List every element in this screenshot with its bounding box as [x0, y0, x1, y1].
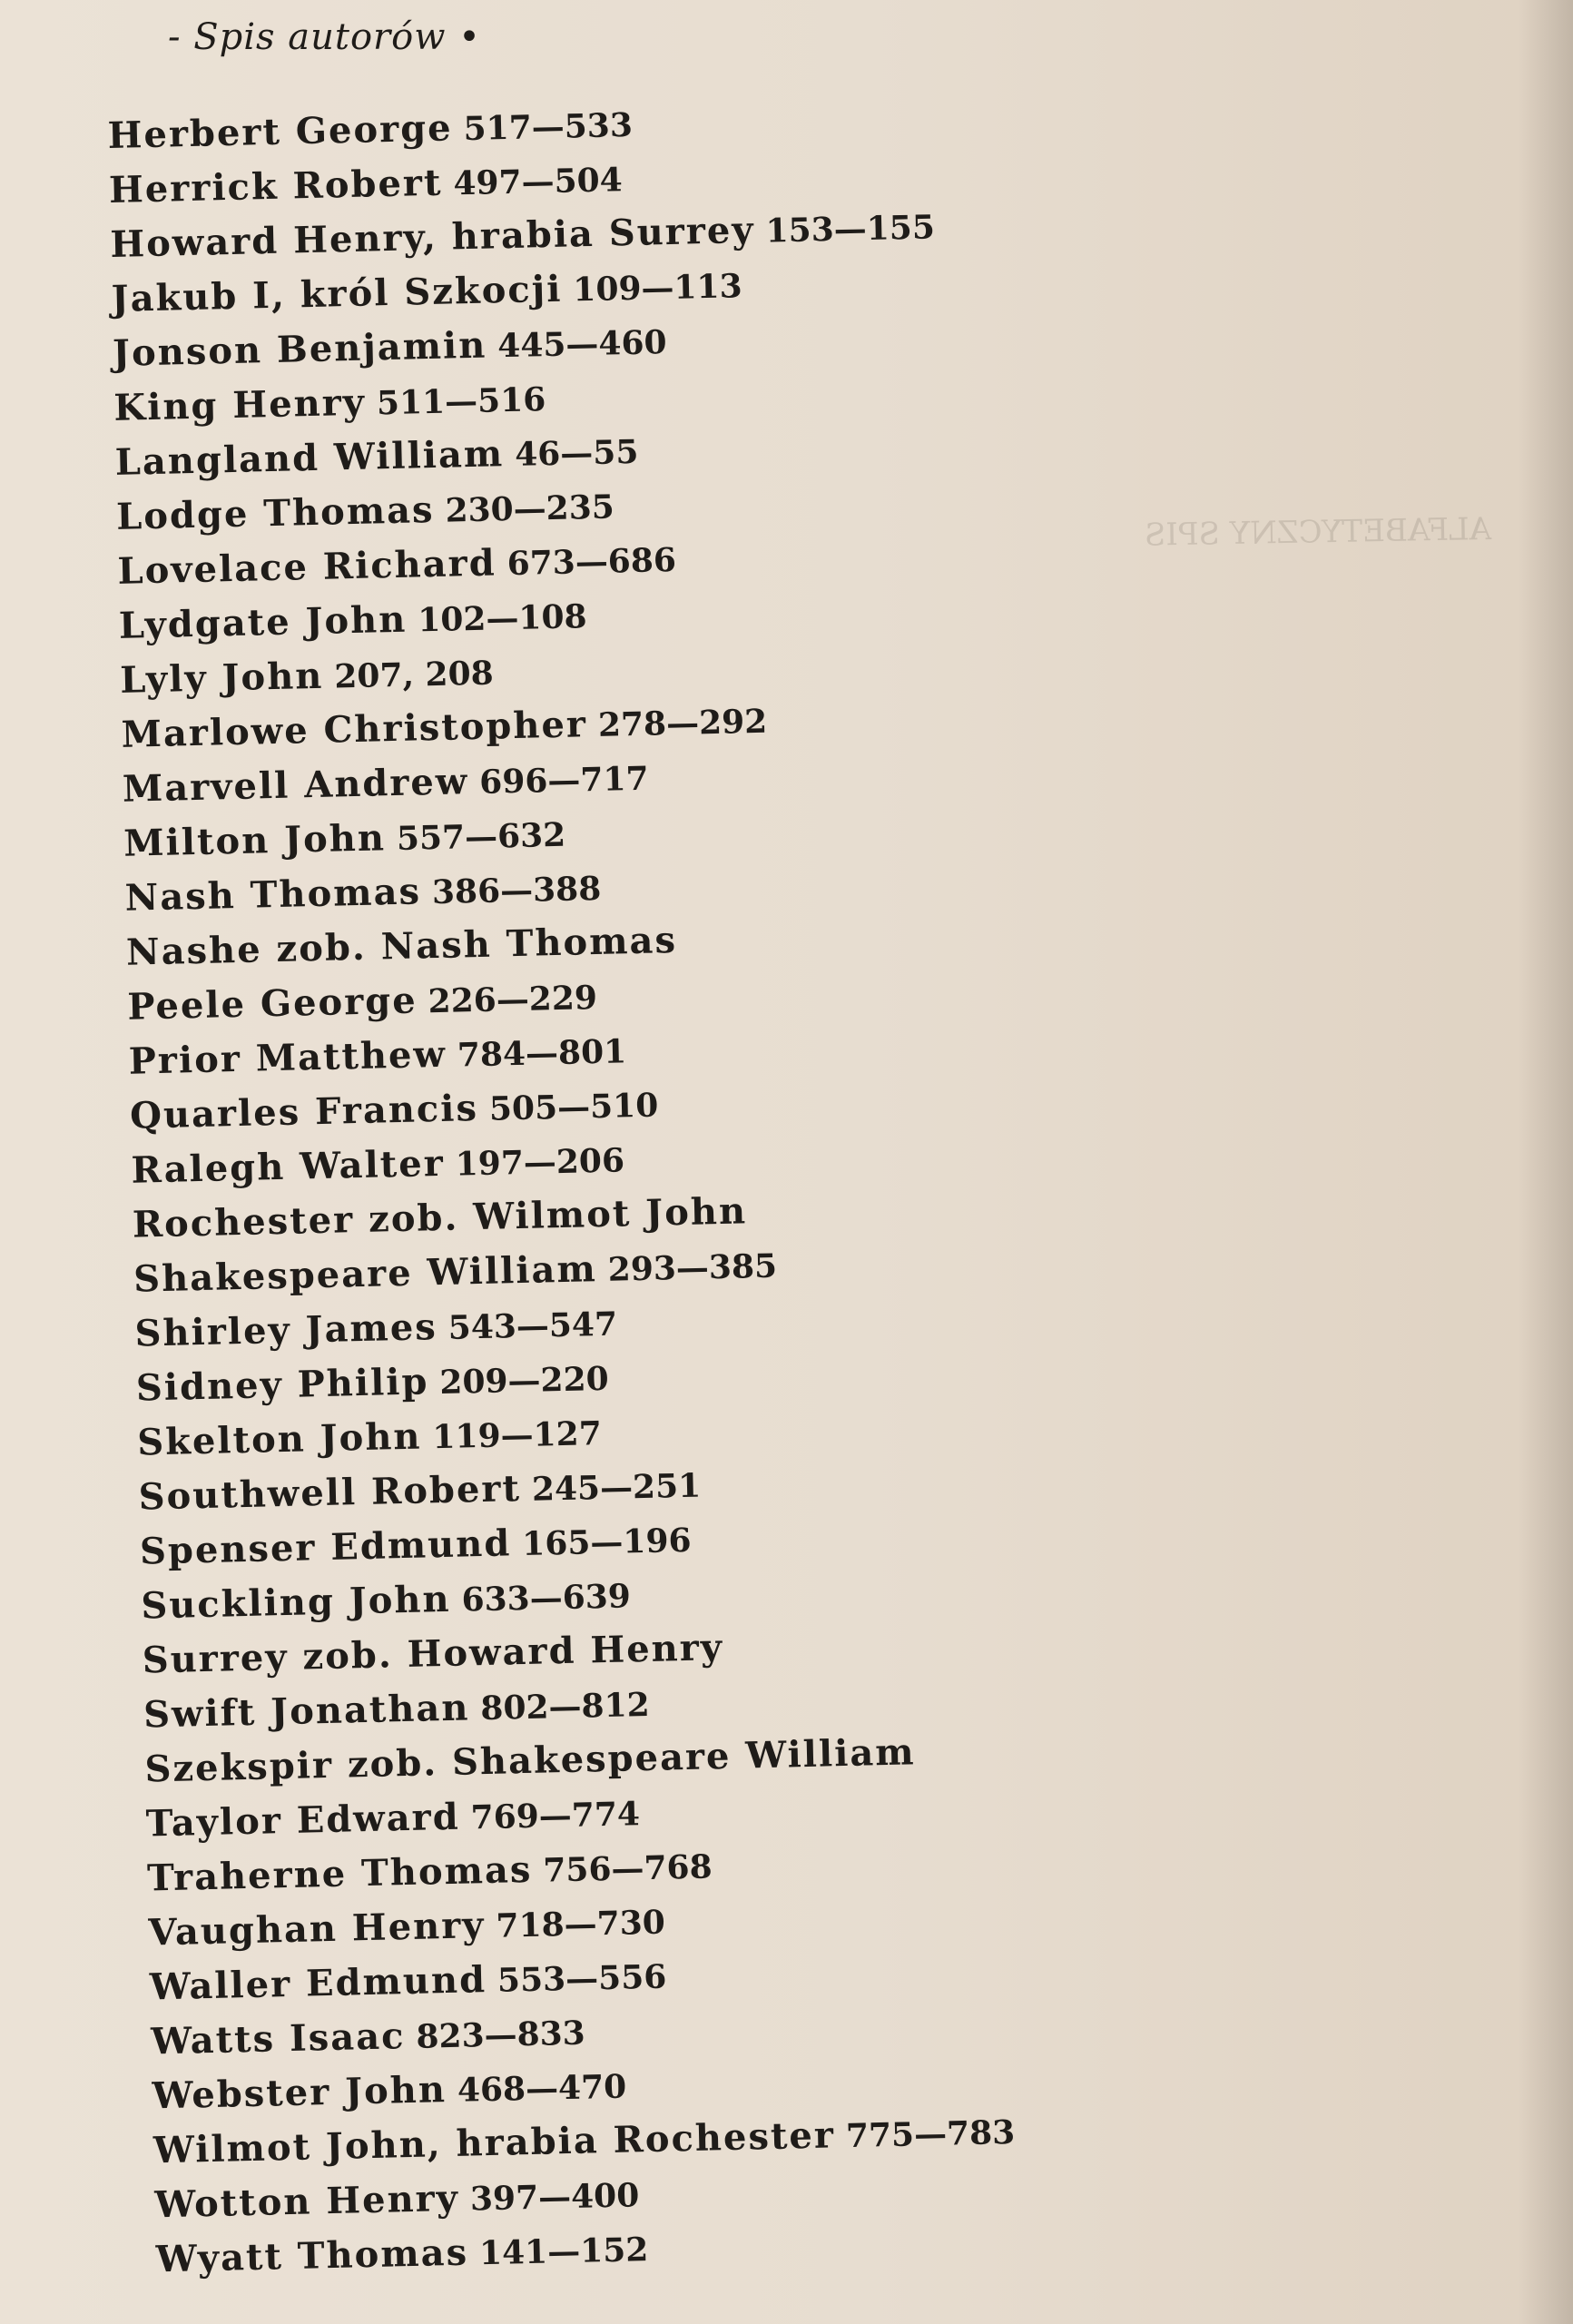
page-range: 397—400	[469, 2176, 640, 2219]
author-name: Wilmot John, hrabia Rochester	[152, 2113, 836, 2172]
author-name: Shakespeare William	[133, 1247, 598, 1301]
page-range: 209—220	[438, 1359, 610, 1403]
author-name: Wyatt Thomas	[155, 2230, 469, 2281]
page-range: 543—547	[447, 1305, 618, 1347]
author-name: Vaughan Henry	[148, 1904, 487, 1955]
page-range: 696—717	[478, 759, 649, 802]
page-range: 784—801	[457, 1032, 627, 1075]
author-name: Suckling John	[140, 1577, 452, 1628]
page-range: 557—632	[396, 815, 566, 858]
author-name: Skelton John	[136, 1414, 422, 1464]
author-name: Nash Thomas	[124, 870, 422, 920]
page-range: 386—388	[431, 869, 602, 912]
page-range: 468—470	[457, 2067, 627, 2110]
author-name: Langland William	[114, 432, 505, 484]
author-name: Watts Isaac	[150, 2014, 406, 2063]
page-range: 445—460	[496, 323, 667, 366]
page-range: 718—730	[496, 1903, 666, 1945]
author-name: Taylor Edward	[145, 1795, 461, 1846]
page-range: 226—229	[428, 979, 598, 1021]
author-name: Waller Edmund	[149, 1958, 487, 2009]
page-range: 823—833	[415, 2014, 586, 2056]
author-name: Lovelace Richard	[117, 541, 497, 593]
page-range: 756—768	[542, 1847, 713, 1890]
page-range: 278—292	[597, 702, 768, 744]
page-range: 207, 208	[333, 654, 495, 696]
author-name: Surrey zob. Howard Henry	[142, 1626, 724, 1682]
author-name: Szekspir zob. Shakespeare William	[143, 1730, 917, 1791]
page-range: 102—108	[417, 597, 588, 640]
header-title: Spis autorów	[193, 16, 447, 58]
author-name: Peele George	[126, 979, 418, 1029]
page-range: 230—235	[445, 487, 615, 530]
author-name: Prior Matthew	[128, 1032, 447, 1083]
author-name: Webster John	[152, 2068, 447, 2118]
author-name: Herrick Robert	[108, 161, 443, 212]
author-index-list	[107, 89, 1018, 2287]
author-name: Howard Henry, hrabia Surrey	[109, 208, 756, 266]
page-range: 109—113	[572, 267, 743, 310]
page-range: 505—510	[488, 1086, 659, 1128]
bleed-line: ALFABETYCZNY SPIS	[1144, 510, 1492, 554]
author-name: Wotton Henry	[153, 2176, 460, 2227]
author-name: Nashe zob. Nash Thomas	[125, 918, 678, 974]
page-range: 802—812	[479, 1685, 651, 1728]
page-range: 553—556	[496, 1957, 667, 2000]
page-range: 511—516	[376, 380, 546, 423]
author-name: Milton John	[123, 816, 387, 865]
author-name: Southwell Robert	[138, 1467, 522, 1519]
page-range: 633—639	[461, 1577, 632, 1620]
page-range: 153—155	[765, 208, 936, 251]
page-range: 141—152	[478, 2230, 649, 2273]
page-shadow	[1519, 0, 1573, 2324]
author-name: Spenser Edmund	[139, 1521, 512, 1573]
page-header	[168, 16, 481, 58]
author-name: Marlowe Christopher	[121, 703, 588, 756]
page-range: 497—504	[452, 161, 624, 203]
page-range: 245—251	[531, 1466, 702, 1509]
page-range: 197—206	[455, 1141, 625, 1184]
author-name: Sidney Philip	[135, 1360, 429, 1410]
header-dash: -	[168, 16, 194, 58]
author-name: Rochester zob. Wilmot John	[132, 1189, 748, 1246]
author-name: Lydgate John	[118, 597, 408, 647]
author-name: Jakub I, król Szkocji	[111, 267, 563, 320]
author-name: Jonson Benjamin	[112, 323, 487, 375]
page-range: 46—55	[514, 432, 639, 474]
header-dot: •	[458, 16, 481, 58]
page-range: 775—783	[845, 2112, 1016, 2156]
author-name: Ralegh Walter	[130, 1141, 446, 1192]
author-name: Marvell Andrew	[122, 760, 469, 811]
page-range: 673—686	[506, 540, 677, 584]
page-range: 293—385	[607, 1246, 778, 1289]
author-name: Herbert George	[107, 106, 454, 157]
author-name: King Henry	[113, 380, 367, 429]
page-range: 517—533	[463, 105, 634, 149]
author-name: Traherne Thomas	[146, 1847, 533, 1900]
page-range: 165—196	[521, 1521, 692, 1564]
author-name: Swift Jonathan	[143, 1686, 470, 1737]
author-name: Lodge Thomas	[115, 487, 436, 538]
page-range: 119—127	[432, 1414, 603, 1457]
author-name: Lyly John	[119, 654, 324, 702]
author-name: Quarles Francis	[129, 1087, 479, 1137]
page-range: 769—774	[470, 1795, 641, 1837]
author-name: Shirley James	[134, 1305, 438, 1355]
